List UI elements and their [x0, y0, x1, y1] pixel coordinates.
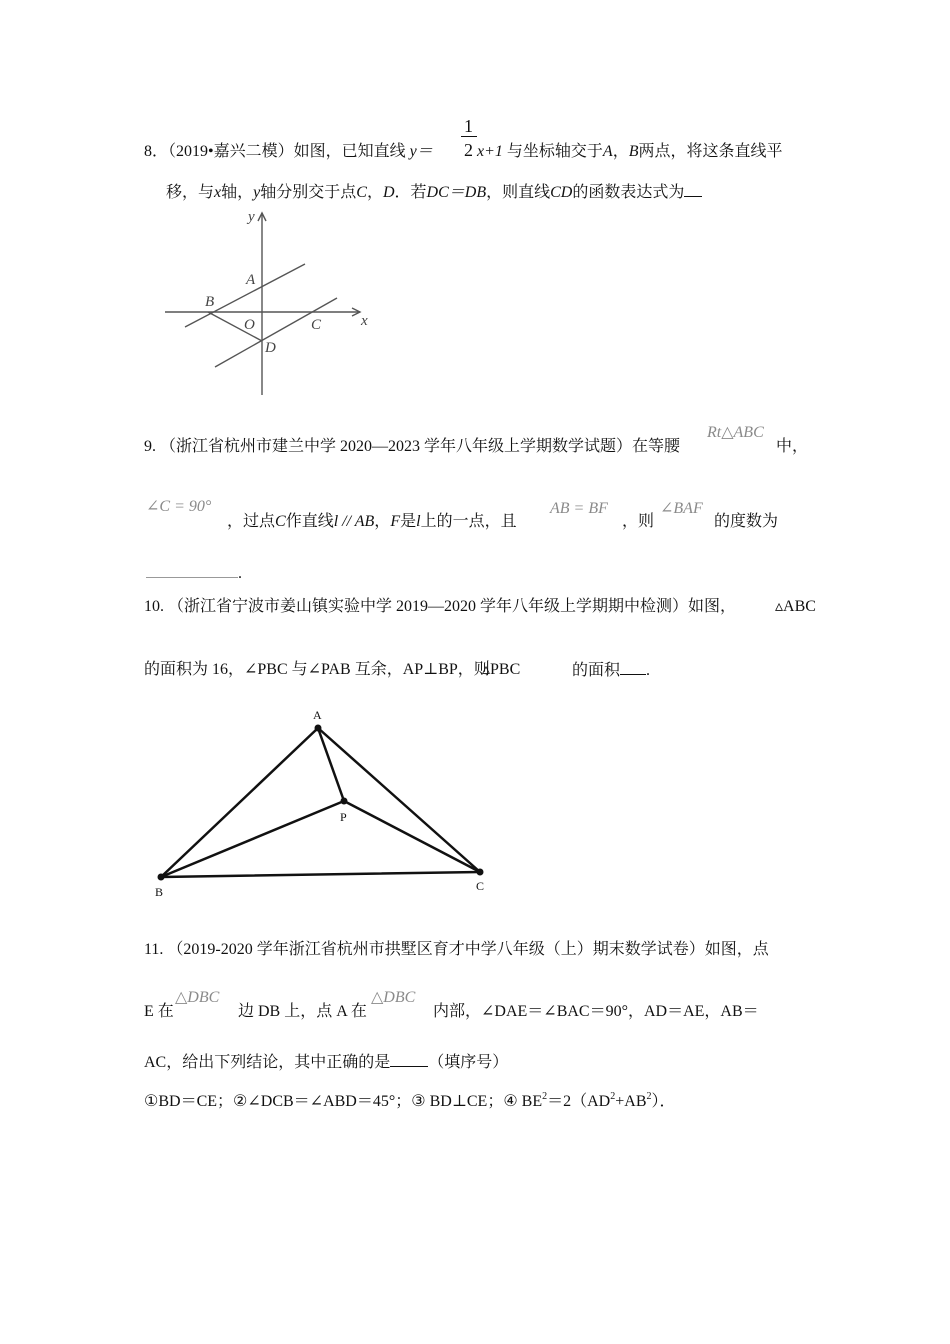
q8-label-A: A	[246, 272, 256, 288]
q8-text: 轴，	[221, 184, 254, 201]
q8-frac-bar	[461, 136, 477, 137]
q8-mid1: 与坐标轴交于	[506, 143, 603, 160]
q8-C: C	[356, 184, 367, 201]
q10-text: 的面积为 16，∠PBC 与∠PAB 互余，AP⊥BP，则	[144, 661, 490, 678]
q10-period: .	[646, 662, 651, 679]
q8-text: 的函数表达式为	[572, 184, 685, 201]
q8-text: 移，与	[166, 184, 215, 201]
q9-zhong: 中，	[776, 438, 809, 455]
q8-y-eq: y＝	[409, 143, 433, 160]
q9-text: 上的一点，且	[420, 513, 517, 530]
q8-comma: ，	[366, 184, 383, 201]
q10-text: 的面积	[572, 662, 621, 679]
q10-triangle-PBC: ▵PBC	[482, 661, 521, 678]
q9-l-parallel-AB: l // AB	[333, 513, 375, 530]
q8-source: （2019•嘉兴二模）如图，已知直线	[168, 143, 406, 160]
q10-point-P	[341, 798, 348, 805]
q8-condition: DC＝DB	[426, 184, 487, 201]
q10-source: （浙江省宁波市姜山镇实验中学 2019—2020 学年八年级上学期期中检测）如图，	[168, 598, 737, 615]
q9-line2f: 的度数为	[714, 513, 779, 530]
q8-text: 轴分别交于点	[260, 184, 357, 201]
q9-angle-C: ∠C = 90°	[146, 498, 212, 515]
q11-superscript: 2	[646, 1091, 652, 1102]
q8-answer-blank[interactable]	[684, 182, 702, 197]
q10-label-A: A	[313, 708, 322, 722]
q11-text: AC，给出下列结论，其中正确的是	[144, 1054, 391, 1071]
q9-answer-blank[interactable]	[146, 563, 238, 578]
q8-line1-tail	[477, 142, 783, 162]
q8-comma: ，	[612, 143, 629, 160]
q11-number: 11.	[144, 941, 164, 958]
q9-line1	[144, 437, 680, 457]
q11-text: +AB	[615, 1093, 647, 1110]
q8-A: A	[602, 143, 613, 160]
q9-text: ，过点	[227, 513, 276, 530]
q11-answer-blank[interactable]	[390, 1052, 428, 1067]
q9-line2a	[227, 512, 517, 532]
q10-label-C: C	[476, 879, 485, 893]
q10-line2	[144, 660, 490, 680]
q9-F: F	[390, 513, 401, 530]
q10-line2-tail	[572, 660, 650, 681]
q10-figure	[140, 700, 510, 905]
q9-line2e: ，则	[622, 513, 655, 530]
q8-figure	[155, 205, 385, 400]
q11-superscript: 2	[610, 1091, 616, 1102]
q8-x: x	[214, 184, 222, 201]
q10-point-A	[315, 725, 322, 732]
q8-label-C: C	[311, 317, 322, 333]
q11-hint: （填序号）	[428, 1054, 509, 1071]
q8-B: B	[628, 143, 639, 160]
q8-label-O: O	[244, 317, 255, 333]
q8-frac-num: 1	[464, 116, 473, 136]
q9-source: （浙江省杭州市建兰中学 2020—2023 学年八年级上学期数学试题）在等腰	[160, 438, 681, 455]
q11-E-on: E 在	[144, 1003, 174, 1020]
q11-text: ＝2（AD	[547, 1093, 611, 1110]
q8-text: ．若	[394, 184, 427, 201]
q8-label-y: y	[248, 209, 255, 225]
q8-x-tail: x+1	[477, 143, 503, 160]
q9-text: 是	[400, 513, 417, 530]
q10-number: 10.	[144, 598, 164, 615]
q10-point-C	[477, 869, 484, 876]
q8-label-B: B	[205, 294, 215, 310]
q8-y: y	[253, 184, 261, 201]
q8-line2	[166, 182, 702, 203]
q11-mid2: 内部，∠DAE＝∠BAC＝90°，AD＝AE，AB＝	[433, 1003, 759, 1020]
q10-segment-BP	[161, 801, 344, 877]
q11-line1	[144, 940, 769, 960]
q10-answer-blank[interactable]	[620, 660, 646, 675]
q9-l: l	[416, 513, 421, 530]
q10-label-B: B	[155, 885, 164, 899]
q11-text: ）．	[651, 1093, 676, 1110]
q11-mid1: 边 DB 上，点 A 在	[238, 1003, 367, 1020]
q8-label-x: x	[361, 313, 368, 329]
q10-label-P: P	[340, 810, 347, 824]
q9-comma: ，	[374, 513, 391, 530]
q11-line3	[144, 1052, 508, 1073]
q8-D: D	[382, 184, 395, 201]
q11-superscript: 2	[542, 1091, 548, 1102]
q9-line3	[146, 563, 242, 584]
q10-triangle-ABC-shape	[161, 728, 480, 877]
q10-point-B	[158, 874, 165, 881]
q8-number: 8．	[144, 143, 169, 160]
q9-C: C	[275, 513, 286, 530]
q11-conclusions	[144, 1087, 676, 1112]
q8-label-D: D	[265, 340, 276, 356]
q10-triangle-ABC: ▵ABC	[775, 598, 816, 615]
q9-text: 作直线	[285, 513, 334, 530]
q8-frac-den: 2	[464, 140, 473, 160]
q11-triangle-DBC-2: △DBC	[371, 989, 416, 1006]
q9-angle-BAF: ∠BAF	[660, 500, 703, 517]
q11-source: （2019-2020 学年浙江省杭州市拱墅区育才中学八年级（上）期末数学试卷）如图，点	[167, 941, 769, 958]
q9-period: .	[238, 565, 242, 582]
q9-rt-triangle: Rt△ABC	[707, 424, 764, 441]
q11-text: ①BD＝CE；②∠DCB＝∠ABD＝45°；③ BD⊥CE；④ BE	[144, 1093, 543, 1110]
q11-triangle-DBC-1: △DBC	[175, 989, 220, 1006]
q8-line1	[144, 142, 433, 162]
q10-line1	[144, 597, 736, 617]
q8-text: ，则直线	[486, 184, 551, 201]
q9-number: 9.	[144, 438, 156, 455]
q9-AB-eq-BF: AB = BF	[550, 500, 608, 517]
q8-mid2: 两点，将这条直线平	[638, 143, 783, 160]
q8-CD: CD	[550, 184, 573, 201]
